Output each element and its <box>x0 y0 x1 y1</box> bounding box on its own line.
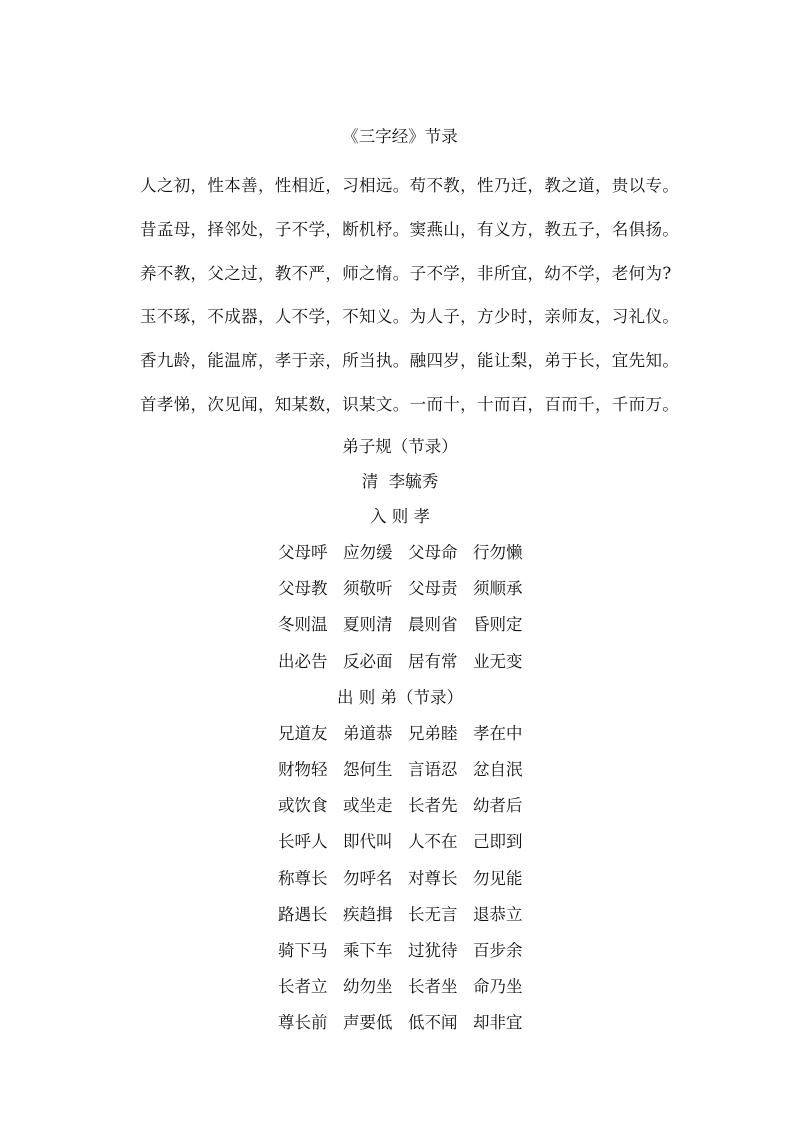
verse-phrase: 居有常 <box>408 651 458 671</box>
verse-phrase: 长者坐 <box>408 977 458 997</box>
verse-phrase: 应勿缓 <box>343 543 393 562</box>
verse-phrase: 幼者后 <box>473 796 523 816</box>
sanzijing-line: 昔孟母，择邻处，子不学，断机杼。窦燕山，有义方，教五子，名俱扬。 <box>140 219 680 239</box>
verse-phrase: 业无变 <box>473 651 523 671</box>
verse-phrase: 幼勿坐 <box>343 977 393 997</box>
verse-phrase: 命乃坐 <box>473 977 523 997</box>
verse-row <box>278 756 538 792</box>
verse-phrase: 孝在中 <box>473 723 523 743</box>
verse-phrase: 弟道恭 <box>343 723 393 743</box>
verse-phrase: 忿自泯 <box>473 759 523 779</box>
sanzijing-title: 《三字经》节录 <box>342 127 458 146</box>
verse-phrase: 勿呼名 <box>343 868 393 888</box>
verse-phrase: 或饮食 <box>278 796 328 816</box>
verse-phrase: 勿见能 <box>473 868 523 888</box>
verse-phrase: 行勿懒 <box>473 543 523 562</box>
section-heading-chuzedi: 出 则 弟（节录） <box>337 687 463 707</box>
verse-phrase: 骑下马 <box>278 940 328 960</box>
dizigui-block <box>0 433 800 1045</box>
verse-phrase: 称尊长 <box>278 868 328 888</box>
verse-row <box>278 611 538 647</box>
verse-row <box>278 901 538 937</box>
verse-row <box>278 720 538 756</box>
verse-phrase: 即代叫 <box>343 832 393 852</box>
verse-row <box>278 865 538 901</box>
verse-phrase: 人不在 <box>408 832 458 852</box>
verse-phrase: 长者先 <box>408 796 458 816</box>
verse-phrase: 晨则省 <box>408 615 458 635</box>
verse-phrase: 己即到 <box>473 832 523 852</box>
verse-row <box>278 1009 538 1045</box>
sanzijing-line: 玉不琢，不成器，人不学，不知义。为人子，方少时，亲师友，习礼仪。 <box>140 307 680 327</box>
verse-phrase: 声要低 <box>343 1013 393 1033</box>
verse-phrase: 怨何生 <box>343 759 393 779</box>
verse-phrase: 长者立 <box>278 977 328 997</box>
verse-phrase: 乘下车 <box>343 940 393 960</box>
sanzijing-line: 香九龄，能温席，孝于亲，所当执。融四岁，能让梨，弟于长，宜先知。 <box>140 351 680 371</box>
verse-row <box>278 937 538 973</box>
verse-row <box>278 828 538 864</box>
sanzijing-line: 养不教，父之过，教不严，师之惰。子不学，非所宜，幼不学，老何为? <box>140 263 672 283</box>
verse-phrase: 退恭立 <box>473 904 523 924</box>
verse-row <box>278 792 538 828</box>
verse-phrase: 父母命 <box>408 543 458 562</box>
verse-phrase: 言语忍 <box>408 759 458 779</box>
verse-row <box>278 575 538 611</box>
verse-phrase: 低不闻 <box>408 1013 458 1033</box>
verse-phrase: 冬则温 <box>278 615 328 635</box>
verse-phrase: 父母教 <box>278 579 328 599</box>
verse-phrase: 或坐走 <box>343 796 393 816</box>
verse-phrase: 长无言 <box>408 904 458 924</box>
verse-phrase: 百步余 <box>473 940 523 960</box>
verse-phrase: 夏则清 <box>343 615 393 635</box>
verse-phrase: 路遇长 <box>278 904 328 924</box>
verse-phrase: 昏则定 <box>473 615 523 635</box>
verse-phrase: 疾趋揖 <box>343 904 393 924</box>
sanzijing-line: 人之初，性本善，性相近，习相远。苟不教，性乃迁，教之道，贵以专。 <box>140 176 680 195</box>
verse-row <box>278 539 538 575</box>
verse-phrase: 尊长前 <box>278 1013 328 1033</box>
verse-phrase: 长呼人 <box>278 832 328 852</box>
section-heading-ruzexiao: 入 则 孝 <box>370 507 430 526</box>
verse-phrase: 过犹待 <box>408 940 458 960</box>
verse-phrase: 对尊长 <box>408 868 458 888</box>
verse-row <box>278 648 538 684</box>
verse-phrase: 反必面 <box>343 651 393 671</box>
sanzijing-text <box>140 172 680 435</box>
verse-phrase: 兄弟睦 <box>408 723 458 743</box>
sanzijing-line: 首孝悌，次见闻，知某数，识某文。一而十，十而百，百而千，千而万。 <box>140 394 680 414</box>
verse-row <box>278 973 538 1009</box>
verse-phrase: 兄道友 <box>278 723 328 743</box>
verse-phrase: 父母责 <box>408 579 458 599</box>
verse-phrase: 须顺承 <box>473 579 523 599</box>
verse-phrase: 须敬听 <box>343 579 393 599</box>
verse-phrase: 出必告 <box>278 651 328 671</box>
verse-phrase: 却非宜 <box>473 1013 523 1033</box>
dizigui-title: 弟子规（节录） <box>342 437 458 456</box>
verse-phrase: 财物轻 <box>278 759 328 779</box>
verse-phrase: 父母呼 <box>278 543 328 562</box>
dizigui-author: 清 李毓秀 <box>361 472 439 491</box>
